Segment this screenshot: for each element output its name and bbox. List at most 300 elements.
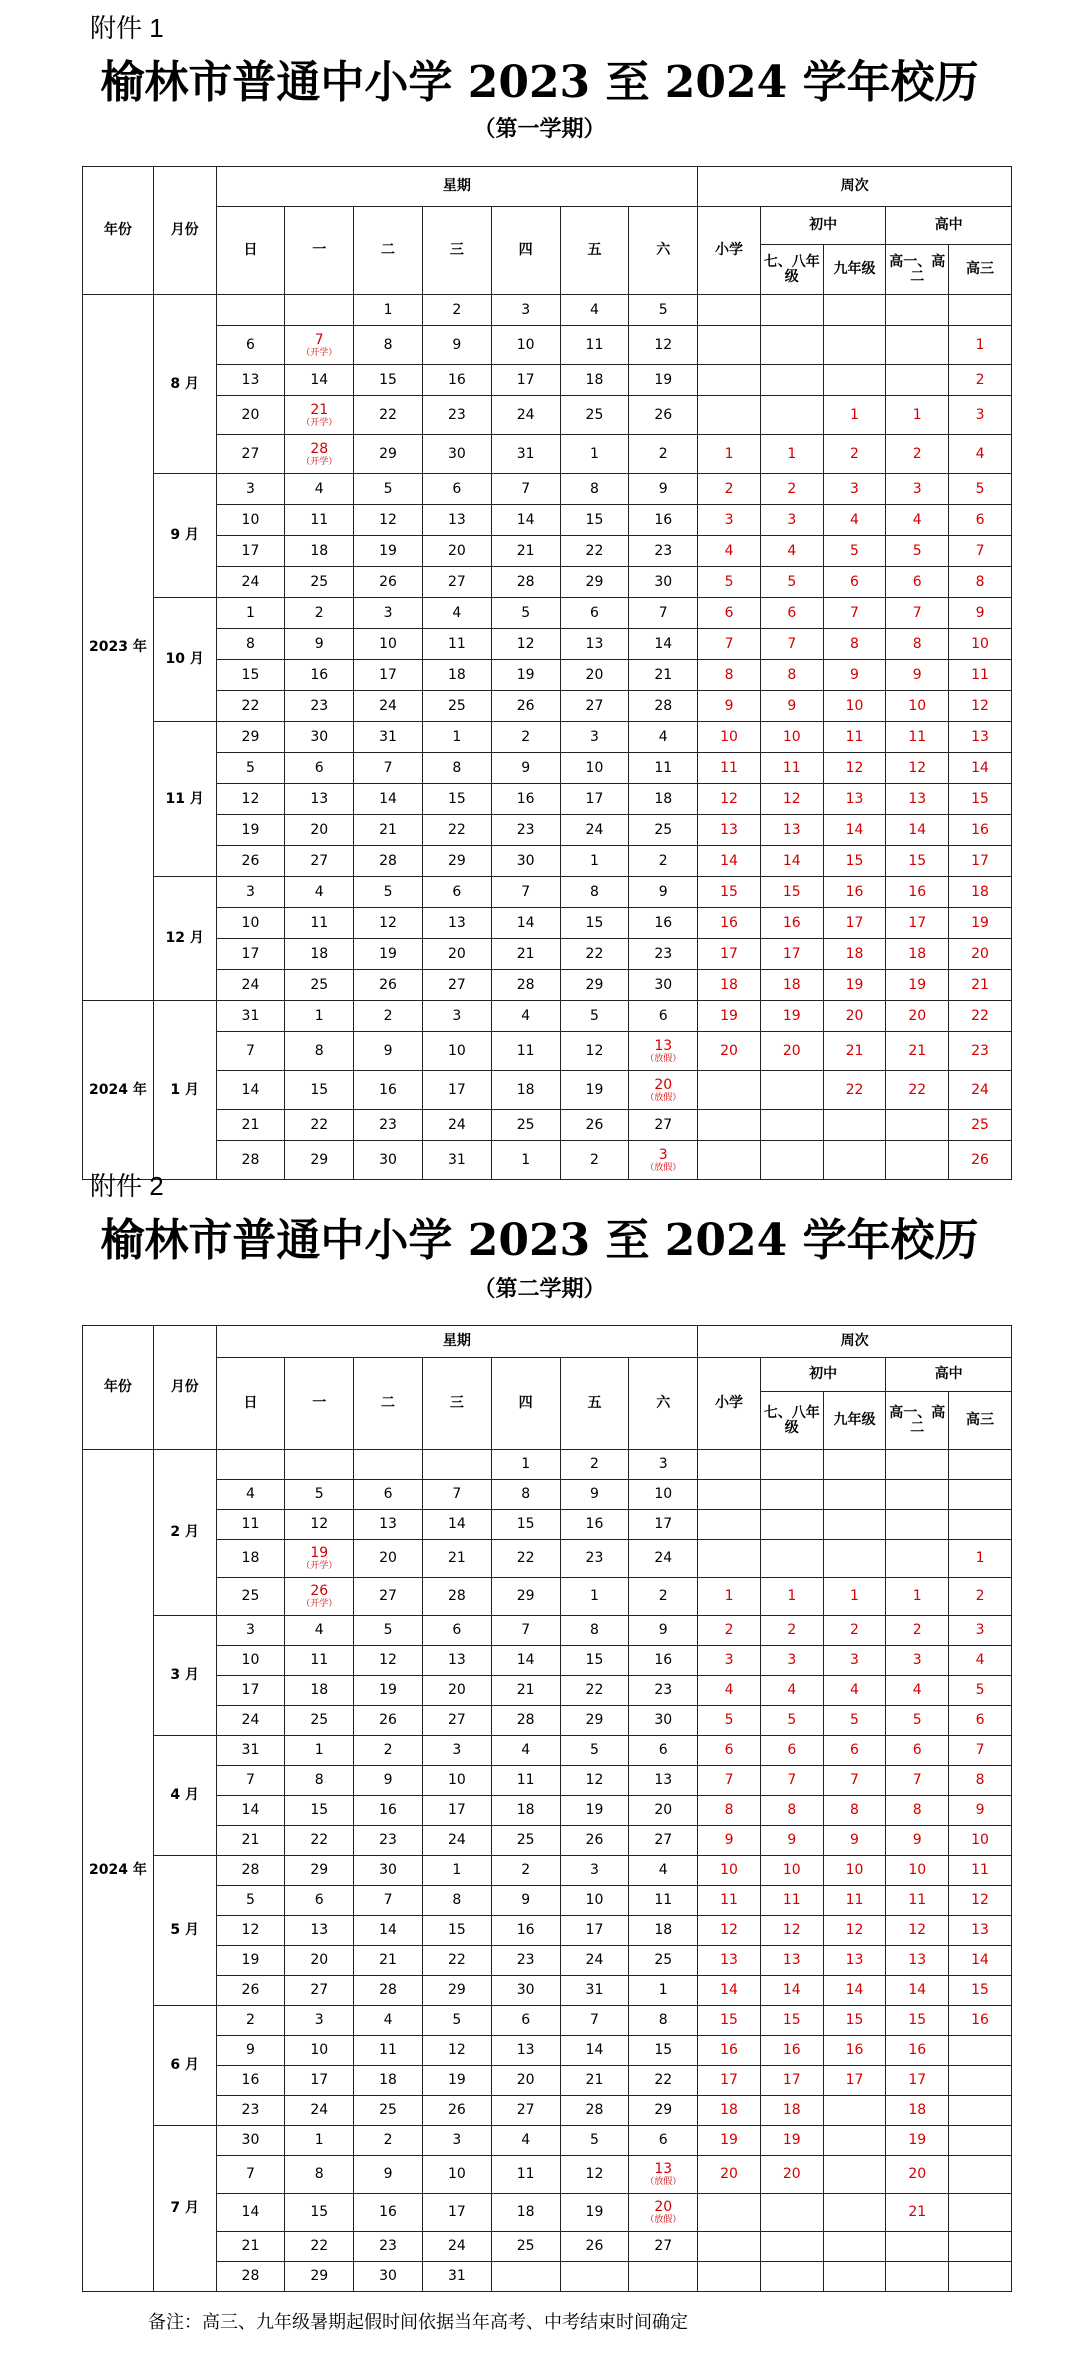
week-number-cell — [698, 1141, 761, 1180]
week-number-cell: 4 — [698, 1676, 761, 1706]
day-cell — [216, 2066, 285, 2096]
day-number: 8 — [314, 2166, 324, 2182]
day-cell — [216, 474, 285, 505]
week-number-cell: 12 — [760, 784, 823, 815]
day-number: 16 — [654, 1652, 673, 1668]
week-number-cell: 21 — [949, 970, 1012, 1001]
day-cell — [285, 326, 354, 365]
week-number-cell: 9 — [698, 691, 761, 722]
week-number-cell — [823, 1480, 886, 1510]
day-cell — [285, 396, 354, 435]
day-number: 18 — [310, 1682, 329, 1698]
day-number: 13 — [310, 790, 329, 807]
day-cell — [560, 1578, 629, 1616]
day-number: 5 — [658, 301, 668, 318]
day-cell — [285, 908, 354, 939]
day-number: 4 — [658, 1862, 668, 1878]
day-number: 3 — [521, 301, 531, 318]
day-cell — [285, 1976, 354, 2006]
day-cell — [560, 326, 629, 365]
attachment-label-1: 附件 1 — [90, 13, 164, 43]
week-number-cell: 20 — [823, 1001, 886, 1032]
week-number-cell: 13 — [698, 1946, 761, 1976]
day-cell — [629, 1976, 698, 2006]
day-cell — [422, 1540, 491, 1578]
week-number-cell: 15 — [949, 1976, 1012, 2006]
day-cell — [216, 536, 285, 567]
week-number-cell: 3 — [823, 474, 886, 505]
week-number-cell — [698, 1480, 761, 1510]
calendar-table-semester-2 — [82, 1325, 1012, 2292]
day-cell — [560, 567, 629, 598]
week-number-cell: 5 — [886, 1706, 949, 1736]
day-number: 1 — [452, 728, 462, 745]
day-number: 14 — [379, 790, 397, 807]
week-number-cell: 13 — [949, 1916, 1012, 1946]
day-number: 23 — [447, 406, 466, 423]
day-number: 16 — [447, 371, 466, 388]
day-cell — [216, 1916, 285, 1946]
month-label: 3 月 — [153, 1616, 216, 1736]
week-number-cell: 19 — [886, 970, 949, 1001]
week-number-cell: 3 — [760, 505, 823, 536]
header-year: 年份 — [83, 167, 154, 295]
week-number-cell: 1 — [886, 396, 949, 435]
week-number-cell — [949, 2096, 1012, 2126]
day-cell — [629, 2096, 698, 2126]
day-cell — [491, 908, 560, 939]
week-number-cell: 14 — [949, 753, 1012, 784]
day-number: 4 — [658, 728, 668, 745]
week-number-cell: 11 — [886, 722, 949, 753]
day-cell — [560, 505, 629, 536]
week-number-cell: 1 — [823, 1578, 886, 1616]
day-number: 7 — [658, 604, 668, 621]
day-number: 30 — [310, 728, 329, 745]
week-number-cell: 4 — [949, 435, 1012, 474]
day-number: 30 — [379, 1862, 397, 1878]
day-cell — [629, 1736, 698, 1766]
day-number: 13 — [654, 1037, 673, 1054]
day-number: 13 — [310, 1922, 329, 1938]
day-number: 10 — [585, 1892, 604, 1908]
week-number-cell: 7 — [698, 1766, 761, 1796]
week-number-cell: 18 — [949, 877, 1012, 908]
day-number: 14 — [241, 1081, 260, 1098]
day-cell — [422, 1001, 491, 1032]
day-cell — [422, 1946, 491, 1976]
day-number: 13 — [447, 914, 466, 931]
day-cell — [560, 2194, 629, 2232]
week-number-cell: 20 — [698, 2156, 761, 2194]
day-cell — [354, 295, 423, 326]
day-number: 10 — [241, 914, 260, 931]
day-number: 19 — [241, 821, 260, 838]
day-cell — [216, 1826, 285, 1856]
day-cell — [629, 474, 698, 505]
day-cell — [629, 1766, 698, 1796]
day-cell — [422, 1071, 491, 1110]
day-number: 29 — [310, 1151, 329, 1168]
day-number: 25 — [654, 1952, 673, 1968]
week-number-cell: 7 — [823, 1766, 886, 1796]
day-cell — [629, 784, 698, 815]
day-cell — [491, 629, 560, 660]
day-cell — [422, 629, 491, 660]
week-number-cell: 8 — [823, 1796, 886, 1826]
day-number: 31 — [241, 1007, 260, 1024]
day-number: 22 — [310, 1832, 329, 1848]
day-cell — [491, 1032, 560, 1071]
day-number: 19 — [379, 945, 397, 962]
day-cell — [216, 970, 285, 1001]
day-cell — [491, 1578, 560, 1616]
day-number: 12 — [241, 790, 260, 807]
day-cell — [354, 753, 423, 784]
day-number: 2 — [521, 728, 531, 745]
day-cell — [560, 2006, 629, 2036]
day-number: 14 — [447, 1516, 466, 1532]
day-cell — [285, 1676, 354, 1706]
day-cell — [422, 2156, 491, 2194]
day-number: 12 — [379, 914, 397, 931]
week-number-cell: 10 — [760, 1856, 823, 1886]
day-cell — [422, 567, 491, 598]
week-number-cell: 12 — [949, 1886, 1012, 1916]
day-cell — [354, 1976, 423, 2006]
day-cell — [560, 1826, 629, 1856]
day-number: 31 — [447, 2268, 466, 2284]
day-cell — [491, 396, 560, 435]
week-number-cell: 2 — [949, 1578, 1012, 1616]
day-cell — [285, 1886, 354, 1916]
week-number-cell — [823, 295, 886, 326]
day-cell — [491, 435, 560, 474]
day-cell — [629, 2126, 698, 2156]
week-number-cell: 4 — [760, 536, 823, 567]
day-cell — [491, 815, 560, 846]
week-number-cell — [949, 2066, 1012, 2096]
day-number: 7 — [452, 1486, 462, 1502]
day-number: 26 — [585, 1832, 604, 1848]
day-number: 26 — [585, 2238, 604, 2254]
day-number: 15 — [654, 2042, 673, 2058]
day-cell — [285, 435, 354, 474]
week-number-cell — [698, 295, 761, 326]
day-number: 3 — [246, 1622, 255, 1638]
week-number-cell — [760, 1480, 823, 1510]
day-number: 4 — [452, 604, 462, 621]
day-number: 30 — [447, 445, 466, 462]
day-number: 21 — [241, 1116, 260, 1133]
header-primary: 小学 — [698, 207, 761, 295]
week-number-cell — [698, 396, 761, 435]
day-cell — [560, 1916, 629, 1946]
day-number: 5 — [383, 883, 393, 900]
week-number-cell: 15 — [886, 846, 949, 877]
day-cell — [491, 1766, 560, 1796]
week-number-cell: 16 — [949, 815, 1012, 846]
day-number: 20 — [241, 406, 260, 423]
day-cell — [422, 1676, 491, 1706]
week-number-cell: 7 — [949, 1736, 1012, 1766]
day-number: 10 — [516, 336, 535, 353]
remark-note: 备注：高三、九年级暑期起假时间依据当年高考、中考结束时间确定 — [148, 2312, 688, 2333]
day-cell — [629, 1616, 698, 1646]
day-cell — [560, 660, 629, 691]
day-cell — [491, 2194, 560, 2232]
week-number-cell: 19 — [698, 1001, 761, 1032]
day-cell — [422, 1886, 491, 1916]
day-number: 21 — [310, 401, 329, 418]
day-cell — [560, 722, 629, 753]
day-number: 14 — [516, 1652, 535, 1668]
day-cell — [491, 753, 560, 784]
day-cell — [354, 1510, 423, 1540]
day-cell — [491, 474, 560, 505]
day-number: 4 — [589, 301, 599, 318]
week-number-cell: 15 — [886, 2006, 949, 2036]
day-number: 1 — [589, 445, 599, 462]
day-cell — [216, 1480, 285, 1510]
day-cell — [560, 1001, 629, 1032]
day-cell — [560, 536, 629, 567]
day-number: 23 — [379, 2238, 397, 2254]
day-number: 28 — [585, 2102, 604, 2118]
day-number: 25 — [516, 1832, 535, 1848]
day-cell — [422, 691, 491, 722]
day-number: 16 — [516, 1922, 535, 1938]
day-cell — [560, 908, 629, 939]
week-number-cell: 14 — [760, 846, 823, 877]
week-number-cell: 13 — [886, 784, 949, 815]
day-number: 26 — [379, 1712, 397, 1728]
month-label: 9 月 — [153, 474, 216, 598]
day-cell — [285, 1110, 354, 1141]
day-number: 30 — [379, 2268, 397, 2284]
day-number: 18 — [585, 371, 604, 388]
day-cell — [491, 1706, 560, 1736]
day-number: 23 — [654, 542, 673, 559]
day-number: 15 — [516, 1516, 535, 1532]
day-cell — [422, 815, 491, 846]
week-number-cell: 14 — [760, 1976, 823, 2006]
day-number: 17 — [241, 945, 260, 962]
day-number: 6 — [314, 759, 324, 776]
day-number: 8 — [589, 1622, 599, 1638]
day-cell — [422, 908, 491, 939]
day-number: 11 — [516, 1042, 535, 1059]
week-number-cell: 13 — [760, 815, 823, 846]
day-cell — [629, 939, 698, 970]
day-number: 26 — [379, 976, 397, 993]
day-cell — [422, 784, 491, 815]
week-number-cell: 14 — [949, 1946, 1012, 1976]
day-note: （开学） — [301, 1561, 338, 1571]
day-number: 5 — [589, 1007, 599, 1024]
day-cell — [285, 691, 354, 722]
day-cell — [422, 396, 491, 435]
week-number-cell: 15 — [949, 784, 1012, 815]
day-cell — [491, 1110, 560, 1141]
header-senior: 高中 — [886, 1358, 1012, 1392]
week-number-cell: 20 — [760, 2156, 823, 2194]
day-number: 15 — [379, 371, 397, 388]
day-number: 29 — [310, 1862, 329, 1878]
day-cell — [216, 505, 285, 536]
day-cell — [422, 474, 491, 505]
day-number: 9 — [383, 2166, 393, 2182]
day-cell — [285, 2036, 354, 2066]
day-number: 5 — [589, 1742, 599, 1758]
day-cell — [285, 2126, 354, 2156]
week-number-cell: 12 — [823, 1916, 886, 1946]
day-cell — [354, 1916, 423, 1946]
day-note: （放假） — [645, 2215, 682, 2225]
day-number: 22 — [379, 406, 397, 423]
day-cell — [560, 365, 629, 396]
day-cell — [491, 2006, 560, 2036]
day-number: 1 — [314, 1007, 324, 1024]
day-number: 25 — [310, 976, 329, 993]
day-number: 11 — [447, 635, 466, 652]
day-cell — [629, 365, 698, 396]
week-number-cell: 15 — [823, 846, 886, 877]
day-number: 22 — [310, 1116, 329, 1133]
month-label: 7 月 — [153, 2126, 216, 2292]
day-number: 27 — [241, 445, 260, 462]
week-number-cell: 14 — [823, 1976, 886, 2006]
week-number-cell: 4 — [886, 1676, 949, 1706]
day-number: 31 — [447, 1151, 466, 1168]
header-weekday: 日 — [216, 1358, 285, 1450]
day-cell — [354, 660, 423, 691]
day-cell — [216, 598, 285, 629]
day-cell — [560, 1976, 629, 2006]
day-cell — [216, 846, 285, 877]
header-weekday: 四 — [491, 207, 560, 295]
week-number-cell: 3 — [698, 1646, 761, 1676]
header-weeks: 周次 — [698, 1326, 1012, 1358]
day-cell — [560, 691, 629, 722]
day-number: 23 — [310, 697, 329, 714]
day-cell — [629, 1450, 698, 1480]
day-cell — [560, 2232, 629, 2262]
day-number: 12 — [447, 2042, 466, 2058]
day-cell — [491, 1736, 560, 1766]
day-cell — [422, 2232, 491, 2262]
day-cell — [629, 1856, 698, 1886]
day-cell — [285, 753, 354, 784]
week-number-cell — [760, 2262, 823, 2292]
day-number: 14 — [585, 2042, 604, 2058]
week-number-cell — [886, 1110, 949, 1141]
week-number-cell — [698, 1540, 761, 1578]
week-number-cell — [886, 1480, 949, 1510]
day-cell — [491, 365, 560, 396]
week-number-cell — [698, 1450, 761, 1480]
day-number: 27 — [447, 1712, 466, 1728]
week-number-cell: 6 — [760, 598, 823, 629]
day-cell — [216, 2232, 285, 2262]
day-cell — [422, 598, 491, 629]
day-cell — [629, 435, 698, 474]
day-cell — [629, 2262, 698, 2292]
day-number: 21 — [241, 2238, 260, 2254]
day-cell — [354, 1886, 423, 1916]
day-number: 23 — [516, 1952, 535, 1968]
week-number-cell — [760, 1540, 823, 1578]
day-number: 4 — [246, 1486, 255, 1502]
week-number-cell: 15 — [698, 2006, 761, 2036]
day-cell — [560, 1736, 629, 1766]
header-junior-78: 七、八年级 — [760, 1392, 823, 1450]
day-number: 24 — [654, 1550, 673, 1566]
day-number: 3 — [246, 480, 255, 497]
day-cell — [422, 505, 491, 536]
week-number-cell: 4 — [886, 505, 949, 536]
day-cell — [216, 1540, 285, 1578]
day-cell — [491, 1071, 560, 1110]
week-number-cell: 10 — [698, 722, 761, 753]
day-number: 22 — [585, 945, 604, 962]
day-number: 26 — [654, 406, 673, 423]
week-number-cell: 17 — [698, 939, 761, 970]
day-number: 10 — [310, 2042, 329, 2058]
day-cell — [629, 1646, 698, 1676]
day-cell — [354, 1450, 423, 1480]
week-number-cell — [698, 1071, 761, 1110]
day-number: 4 — [521, 2132, 531, 2148]
day-number: 12 — [516, 635, 535, 652]
day-number: 11 — [379, 2042, 397, 2058]
day-cell — [491, 877, 560, 908]
day-cell — [354, 1736, 423, 1766]
day-cell — [354, 1676, 423, 1706]
day-note: （放假） — [645, 1162, 682, 1173]
day-cell — [629, 1946, 698, 1976]
month-label: 8 月 — [153, 295, 216, 474]
week-number-cell — [949, 1510, 1012, 1540]
week-number-cell — [949, 295, 1012, 326]
day-number: 8 — [314, 1772, 324, 1788]
week-number-cell — [760, 2232, 823, 2262]
day-number: 19 — [585, 1802, 604, 1818]
day-number: 24 — [447, 1832, 466, 1848]
day-cell — [216, 753, 285, 784]
day-number: 20 — [585, 666, 604, 683]
day-cell — [491, 1510, 560, 1540]
day-number: 29 — [585, 573, 604, 590]
calendar-table-semester-1 — [82, 166, 1012, 1180]
day-note: （开学） — [301, 347, 338, 358]
day-number: 24 — [585, 1952, 604, 1968]
day-cell — [354, 1141, 423, 1180]
day-number: 8 — [658, 2012, 668, 2028]
day-number: 16 — [379, 1081, 397, 1098]
day-cell — [285, 2006, 354, 2036]
day-cell — [629, 753, 698, 784]
day-number: 24 — [241, 976, 260, 993]
day-number: 13 — [516, 2042, 535, 2058]
day-number: 28 — [241, 1862, 260, 1878]
week-number-cell: 9 — [760, 691, 823, 722]
week-number-cell — [698, 1510, 761, 1540]
day-cell — [560, 2096, 629, 2126]
day-cell — [422, 1796, 491, 1826]
day-cell — [560, 2262, 629, 2292]
day-cell — [354, 567, 423, 598]
